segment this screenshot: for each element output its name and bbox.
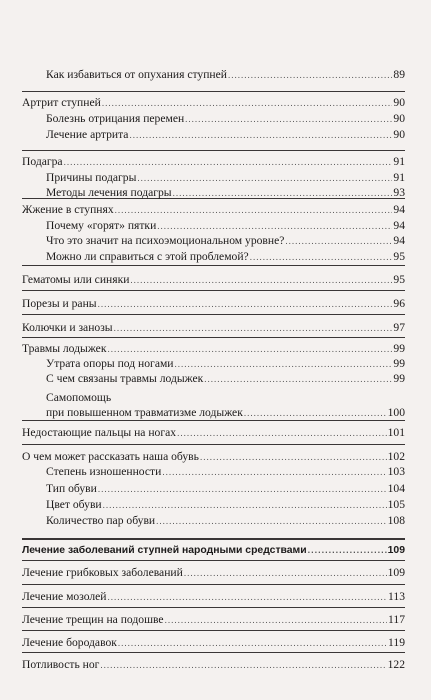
dot-leader — [228, 67, 392, 83]
dot-leader — [130, 272, 392, 288]
toc-entry-title: Как избавиться от опухания ступней — [46, 68, 227, 81]
toc-entry-title: Тип обуви — [46, 482, 97, 495]
toc-entry-title: Артрит ступней — [22, 96, 101, 109]
toc-entry-title: Лечение мозолей — [22, 590, 107, 603]
toc-entry-title: С чем связаны травмы лодыжек — [46, 372, 204, 385]
toc-entry-page: 90 — [393, 112, 405, 125]
toc-entry-title: Подагра — [22, 155, 63, 168]
toc-entry-title: Потливость ног — [22, 658, 100, 671]
dot-leader — [162, 464, 386, 480]
section-divider — [22, 538, 405, 540]
section-divider — [22, 265, 405, 266]
dot-leader — [114, 320, 393, 336]
toc-entry-page: 99 — [393, 357, 405, 370]
dot-leader — [185, 111, 392, 127]
toc-entry-page: 91 — [393, 171, 405, 184]
toc-entry-title: Гематомы или синяки — [22, 273, 130, 286]
toc-entry — [46, 233, 405, 248]
dot-leader — [102, 95, 393, 111]
dot-leader — [107, 341, 392, 357]
toc-entry-page: 94 — [393, 219, 405, 232]
toc-entry-title: Что это значит на психоэмоциональном уровне? — [46, 234, 285, 247]
section-divider — [22, 290, 405, 291]
toc-entry-page: 89 — [393, 68, 405, 81]
toc-entry-page: 113 — [388, 590, 405, 603]
dot-leader — [103, 497, 387, 513]
dot-leader — [308, 543, 387, 558]
toc-entry-title: Болезнь отрицания перемен — [46, 112, 185, 125]
toc-entry-chapter — [22, 543, 405, 558]
toc-entry-title: Можно ли справиться с этой проблемой? — [46, 250, 249, 263]
toc-entry — [22, 95, 405, 110]
dot-leader — [204, 371, 392, 387]
dot-leader — [98, 481, 387, 497]
toc-entry — [46, 218, 405, 233]
toc-entry — [22, 154, 405, 169]
toc-entry-page: 96 — [393, 297, 405, 310]
section-divider — [22, 337, 405, 338]
section-divider — [22, 314, 405, 315]
toc-entry-page: 102 — [387, 450, 405, 463]
toc-entry — [46, 127, 405, 142]
toc-entry — [22, 589, 405, 604]
toc-entry — [22, 296, 405, 311]
dot-leader — [165, 612, 387, 628]
toc-entry-page: 109 — [387, 545, 405, 556]
dot-leader — [285, 233, 392, 249]
dot-leader — [250, 249, 393, 265]
toc-entry — [46, 67, 405, 82]
toc-entry-page: 109 — [387, 566, 405, 579]
section-divider — [22, 607, 405, 608]
toc-entry-title: Методы лечения подагры — [46, 186, 172, 199]
toc-entry-page: 94 — [393, 203, 405, 216]
toc-entry-page: 93 — [393, 186, 405, 199]
toc-entry-title: О чем может рассказать наша обувь — [22, 450, 199, 463]
toc-entry-title: Колючки и занозы — [22, 321, 113, 334]
toc-entry — [22, 657, 405, 672]
dot-leader — [156, 513, 386, 529]
toc-entry-title: Травмы лодыжек — [22, 342, 107, 355]
toc-entry-page: 90 — [393, 128, 405, 141]
toc-entry — [22, 272, 405, 287]
toc-entry — [22, 449, 405, 464]
dot-leader — [137, 170, 392, 186]
toc-entry-page: 99 — [393, 372, 405, 385]
toc-entry-title: Лечение заболеваний ступней народными средствами — [22, 545, 307, 556]
toc-entry — [46, 481, 405, 496]
toc-entry — [46, 249, 405, 264]
toc-entry-title: Недостающие пальцы на ногах — [22, 426, 177, 439]
toc-entry-title: при повышенном травматизме лодыжек — [46, 406, 243, 419]
toc-entry — [46, 356, 405, 371]
dot-leader — [177, 425, 387, 441]
toc-entry-title: Почему «горят» пятки — [46, 219, 157, 232]
toc-entry — [22, 341, 405, 356]
toc-entry — [46, 390, 405, 405]
section-divider — [22, 630, 405, 631]
toc-entry — [46, 111, 405, 126]
toc-entry-page: 105 — [387, 498, 405, 511]
dot-leader — [64, 154, 393, 170]
toc-entry-page: 97 — [393, 321, 405, 334]
toc-entry-title: Лечение грибковых заболеваний — [22, 566, 183, 579]
toc-entry — [22, 612, 405, 627]
toc-entry-title: Цвет обуви — [46, 498, 102, 511]
toc-entry-page: 119 — [388, 636, 405, 649]
section-divider — [22, 584, 405, 585]
toc-entry — [46, 405, 405, 420]
toc-entry — [22, 320, 405, 335]
toc-entry-title: Лечение бородавок — [22, 636, 117, 649]
toc-entry-title: Лечение трещин на подошве — [22, 613, 164, 626]
toc-entry-page: 108 — [387, 514, 405, 527]
toc-entry-page: 95 — [393, 273, 405, 286]
section-divider — [22, 560, 405, 561]
dot-leader — [108, 589, 388, 605]
dot-leader — [200, 449, 387, 465]
section-divider — [22, 652, 405, 653]
toc-entry — [22, 425, 405, 440]
toc-entry — [46, 185, 405, 200]
toc-entry-title: Лечение артрита — [46, 128, 129, 141]
dot-leader — [175, 356, 393, 372]
toc-entry-page: 90 — [393, 96, 405, 109]
toc-entry — [46, 464, 405, 479]
toc-entry-page: 122 — [387, 658, 405, 671]
toc-entry-title: Порезы и раны — [22, 297, 97, 310]
toc-entry — [46, 170, 405, 185]
section-divider — [22, 91, 405, 92]
dot-leader — [100, 657, 386, 673]
toc-entry-page: 99 — [393, 342, 405, 355]
toc-entry — [22, 565, 405, 580]
toc-entry — [46, 371, 405, 386]
dot-leader — [184, 565, 387, 581]
toc-entry — [22, 635, 405, 650]
toc-entry-title: Самопомощь — [46, 391, 112, 404]
toc-entry-title: Количество пар обуви — [46, 514, 156, 527]
toc-entry — [46, 497, 405, 512]
toc-entry-page: 103 — [387, 465, 405, 478]
toc-entry-page: 95 — [393, 250, 405, 263]
toc-entry-title: Степень изношенности — [46, 465, 162, 478]
dot-leader — [129, 127, 392, 143]
toc-entry — [22, 202, 405, 217]
toc-entry-title: Утрата опоры под ногами — [46, 357, 174, 370]
dot-leader — [115, 202, 393, 218]
toc-entry-page: 91 — [393, 155, 405, 168]
dot-leader — [118, 635, 387, 651]
toc-entry-page: 104 — [387, 482, 405, 495]
section-divider — [22, 444, 405, 445]
toc-entry — [46, 513, 405, 528]
dot-leader — [98, 296, 393, 312]
toc-entry-page: 101 — [387, 426, 405, 439]
dot-leader — [157, 218, 392, 234]
dot-leader — [244, 405, 387, 421]
toc-entry-title: Причины подагры — [46, 171, 137, 184]
toc-entry-title: Жжение в ступнях — [22, 203, 114, 216]
section-divider — [22, 150, 405, 151]
toc-entry-page: 94 — [393, 234, 405, 247]
dot-leader — [173, 185, 393, 201]
toc-entry-page: 100 — [387, 406, 405, 419]
toc-entry-page: 117 — [388, 613, 405, 626]
